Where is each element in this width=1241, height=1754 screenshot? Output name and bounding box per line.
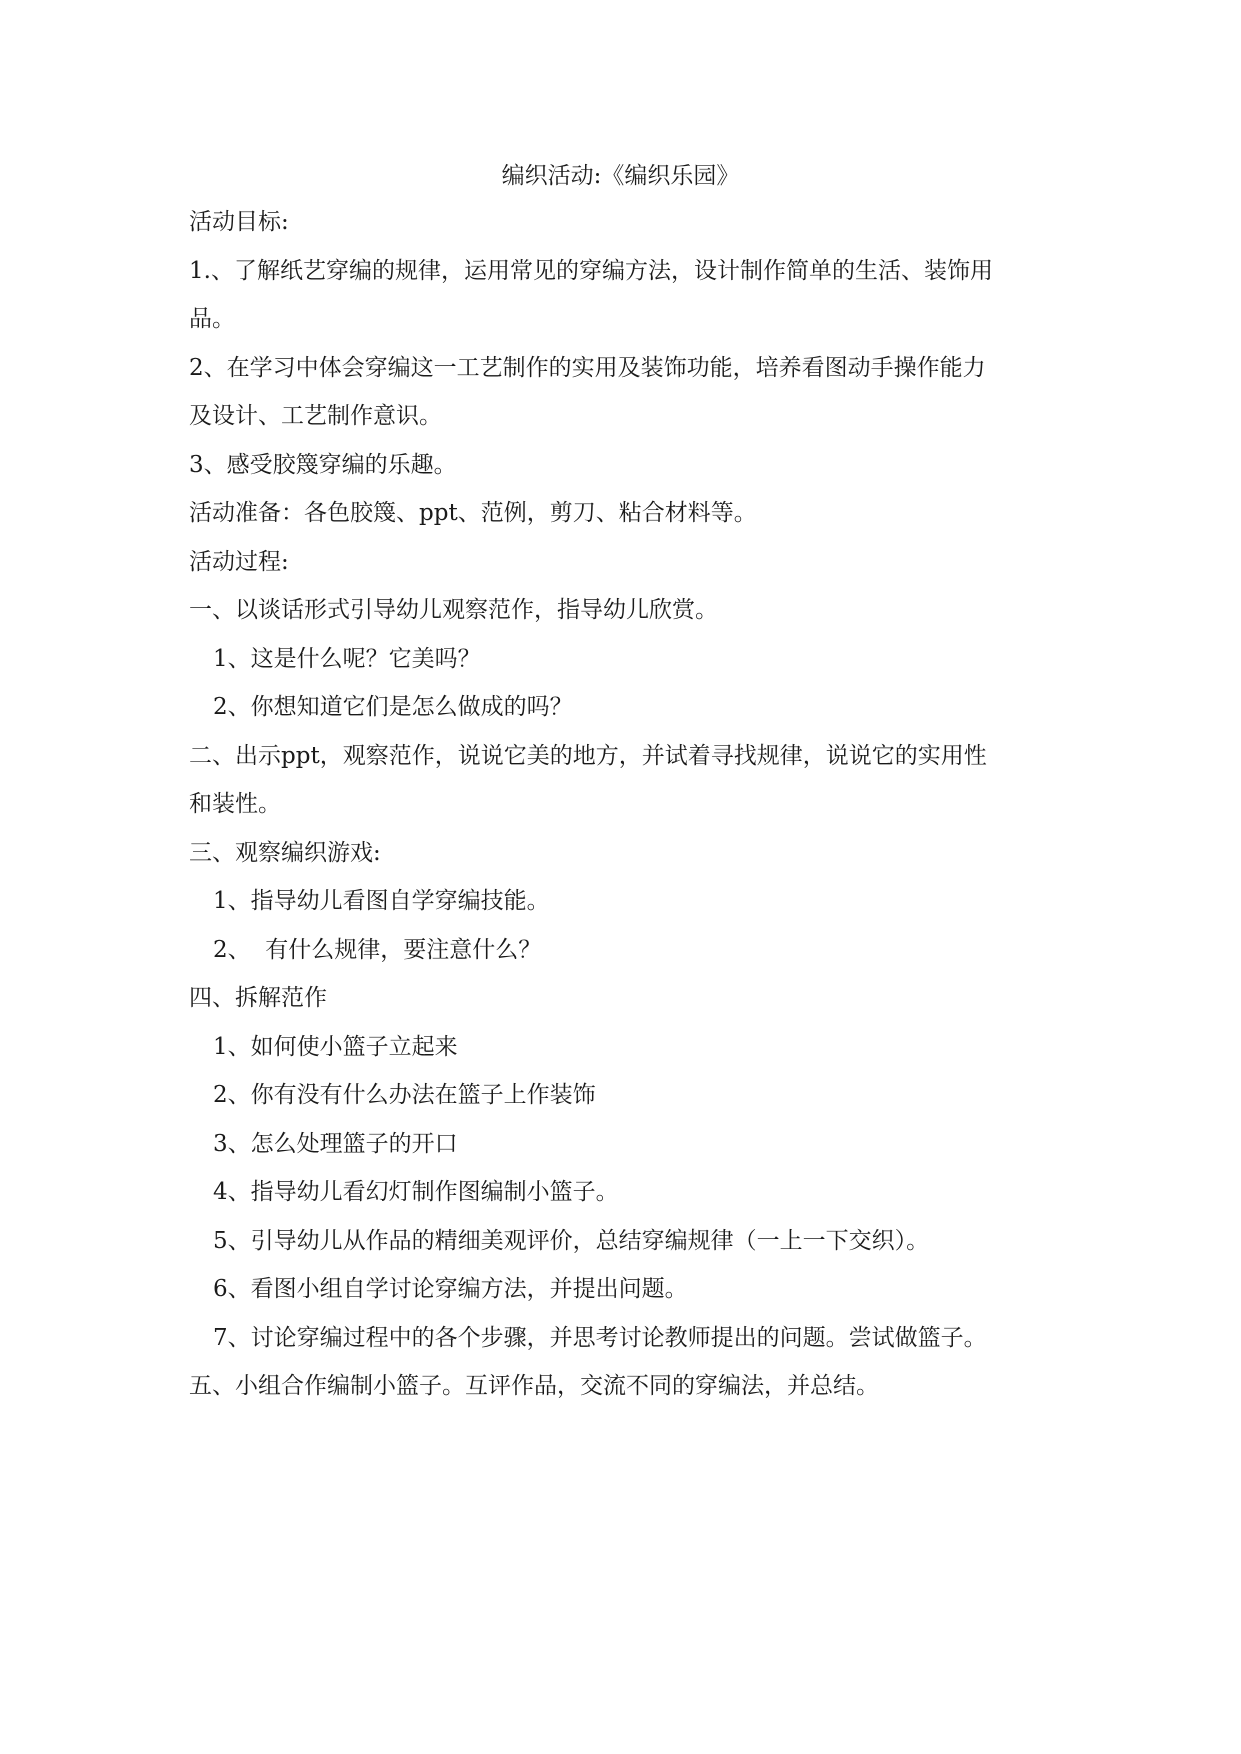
step-3-heading: 三、观察编织游戏:: [189, 839, 381, 866]
step-4-item-3: 3、怎么处理篮子的开口: [213, 1130, 458, 1157]
step-3-item-2: 2、 有什么规律，要注意什么？: [213, 936, 542, 963]
step-1-heading: 一、以谈话形式引导幼儿观察范作，指导幼儿欣赏。: [189, 597, 718, 623]
document-body: [189, 206, 1059, 1419]
goal-1-line-2: 品。: [189, 306, 235, 332]
step-5-heading: 五、小组合作编制小篮子。互评作品，交流不同的穿编法，并总结。: [189, 1373, 879, 1399]
step-4-item-2: 2、你有没有什么办法在篮子上作装饰: [213, 1082, 596, 1108]
goal-3: 3、感受胶篾穿编的乐趣。: [189, 451, 457, 478]
step-4-item-5: 5、引导幼儿从作品的精细美观评价，总结穿编规律（一上一下交织）。: [213, 1227, 930, 1254]
document-title: 编织活动:《编织乐园》: [501, 163, 740, 189]
step-4-item-7: 7、讨论穿编过程中的各个步骤，并思考讨论教师提出的问题。尝试做篮子。: [213, 1324, 987, 1351]
step-4-item-6: 6、看图小组自学讨论穿编方法，并提出问题。: [213, 1276, 688, 1302]
section-heading-process: 活动过程:: [189, 548, 289, 575]
step-1-item-1: 1、这是什么呢？它美吗？: [213, 645, 481, 672]
section-heading-goals: 活动目标:: [189, 209, 289, 235]
goal-2-line-2: 及设计、工艺制作意识。: [189, 403, 442, 429]
step-4-item-1: 1、如何使小篮子立起来: [213, 1033, 458, 1060]
step-1-item-2: 2、你想知道它们是怎么做成的吗？: [213, 694, 573, 720]
goal-1-line-1: 1.、了解纸艺穿编的规律，运用常见的穿编方法，设计制作简单的生活、装饰用: [189, 257, 993, 284]
step-4-item-4: 4、指导幼儿看幻灯制作图编制小篮子。: [213, 1179, 619, 1205]
step-2-line-2: 和装性。: [189, 791, 281, 817]
goal-2-line-1: 2、在学习中体会穿编这一工艺制作的实用及装饰功能，培养看图动手操作能力: [189, 354, 986, 381]
step-2-line-1: 二、出示ppt，观察范作，说说它美的地方，并试着寻找规律，说说它的实用性: [189, 742, 987, 769]
preparation: 活动准备：各色胶篾、ppt、范例，剪刀、粘合材料等。: [189, 500, 757, 526]
step-3-item-1: 1、指导幼儿看图自学穿编技能。: [213, 888, 550, 914]
step-4-heading: 四、拆解范作: [189, 985, 327, 1011]
